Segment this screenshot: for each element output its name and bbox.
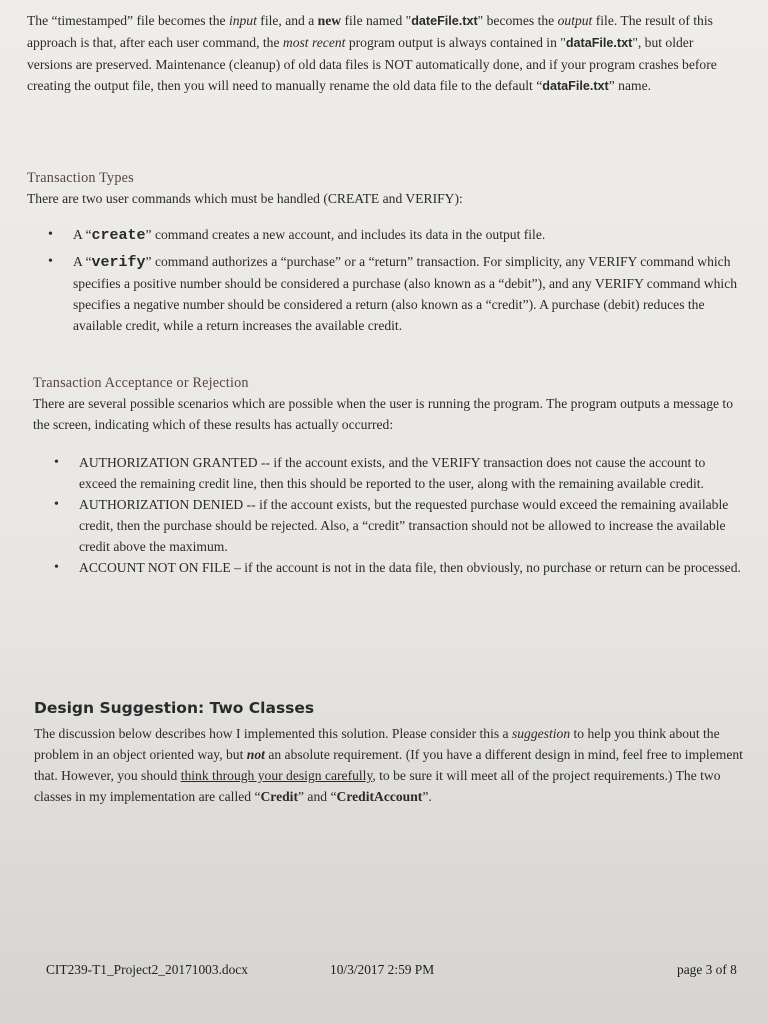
intro-filename: dataFile.txt bbox=[542, 79, 609, 93]
intro-text: ” name. bbox=[608, 78, 652, 93]
intro-text: output bbox=[557, 13, 593, 28]
design-text: not bbox=[246, 747, 265, 762]
section-intro: There are several possible scenarios which are possible when the user is running the program. The program outputs a message to the screen, indicating which of these results has actually occurred: bbox=[33, 396, 733, 432]
design-text: The discussion below describes how I implemented this solution. Please consider this a bbox=[34, 726, 512, 741]
transaction-types-section bbox=[27, 168, 742, 336]
intro-text: file named " bbox=[341, 13, 412, 28]
design-text: to help you think about the problem in an object oriented way, but bbox=[34, 726, 720, 762]
section-heading: Transaction Acceptance or Rejection bbox=[33, 375, 249, 391]
design-text: an absolute requirement. (If you have a different design in mind, feel free to implement that. However, you should bbox=[34, 747, 743, 783]
bullet-icon: • bbox=[48, 254, 53, 269]
intro-text: " becomes the bbox=[477, 13, 558, 28]
section-intro: There are two user commands which must be handled (CREATE and VERIFY): bbox=[27, 191, 463, 206]
list-text: ACCOUNT NOT ON FILE – if the account is not in the data file, then obviously, no purchase or return can be processed. bbox=[79, 560, 741, 575]
command-keyword: verify bbox=[91, 254, 146, 271]
design-text: think through your design carefully bbox=[180, 768, 373, 783]
footer-datetime: 10/3/2017 2:59 PM bbox=[330, 962, 435, 977]
intro-text: The “timestamped” file becomes the bbox=[27, 13, 229, 28]
list-text: AUTHORIZATION GRANTED -- if the account exists, and the VERIFY transaction does not cause the account to exceed the remaining credit line, then this should be reported to the user, along with the remaining available credit. bbox=[79, 455, 706, 491]
list-item bbox=[27, 251, 742, 336]
design-text: , to be sure it will meet all of the project requirements.) The two classes in my implementation are called “ bbox=[34, 768, 721, 804]
command-list bbox=[27, 224, 742, 336]
bullet-icon: • bbox=[48, 227, 53, 242]
intro-text: file, and a bbox=[256, 13, 318, 28]
design-text: ” and “ bbox=[298, 789, 337, 804]
footer-filename: CIT239-T1_Project2_20171003.docx bbox=[46, 962, 248, 977]
list-text: A “ bbox=[73, 254, 92, 269]
list-text: A “ bbox=[73, 227, 92, 242]
footer-page-number: page 3 of 8 bbox=[677, 962, 737, 977]
class-name: Credit bbox=[260, 789, 298, 804]
list-item bbox=[33, 557, 745, 578]
intro-text: file. The result of this approach is that, after each user command, the bbox=[27, 13, 713, 50]
bullet-icon: • bbox=[54, 497, 59, 512]
list-text: ” command creates a new account, and includes its data in the output file. bbox=[145, 227, 546, 242]
design-text: ”. bbox=[422, 789, 432, 804]
acceptance-section bbox=[33, 373, 745, 578]
section-heading: Design Suggestion: Two Classes bbox=[34, 699, 315, 717]
intro-text: most recent bbox=[282, 35, 346, 50]
list-item bbox=[33, 452, 745, 494]
list-text: AUTHORIZATION DENIED -- if the account exists, but the requested purchase would exceed the remaining available credit, then the purchase should be rejected. Also, a “credit” transaction should not be allowed to increase the available credit above the maximum. bbox=[79, 497, 729, 554]
intro-filename: dataFile.txt bbox=[565, 36, 633, 50]
design-text: suggestion bbox=[511, 726, 571, 741]
intro-filename: dateFile.txt bbox=[411, 14, 478, 28]
section-heading: Transaction Types bbox=[27, 170, 134, 186]
command-keyword: create bbox=[91, 227, 146, 244]
intro-paragraph bbox=[27, 10, 742, 97]
design-section bbox=[34, 699, 748, 807]
intro-text: new bbox=[317, 13, 342, 28]
intro-text: program output is always contained in " bbox=[345, 35, 566, 50]
list-item bbox=[33, 494, 745, 557]
result-list bbox=[33, 452, 745, 578]
intro-text: input bbox=[228, 13, 257, 28]
bullet-icon: • bbox=[54, 455, 59, 470]
list-item bbox=[27, 224, 742, 246]
intro-text: ", but older versions are preserved. Maintenance (cleanup) of old data files is NOT automatically done, and if your program crashes before creating the output file, then you will need to manually rename the old data file to the default “ bbox=[27, 35, 717, 93]
bullet-icon: • bbox=[54, 560, 59, 575]
class-name: CreditAccount bbox=[336, 789, 423, 804]
list-text: ” command authorizes a “purchase” or a “return” transaction. For simplicity, any VERIFY command which specifies a positive number should be considered a purchase (also known as a “debit”), and any VERIFY command which specifies a negative number should be considered a return (also known as a “credit”). A purchase (debit) reduces the available credit, while a return increases the available credit. bbox=[73, 254, 738, 333]
